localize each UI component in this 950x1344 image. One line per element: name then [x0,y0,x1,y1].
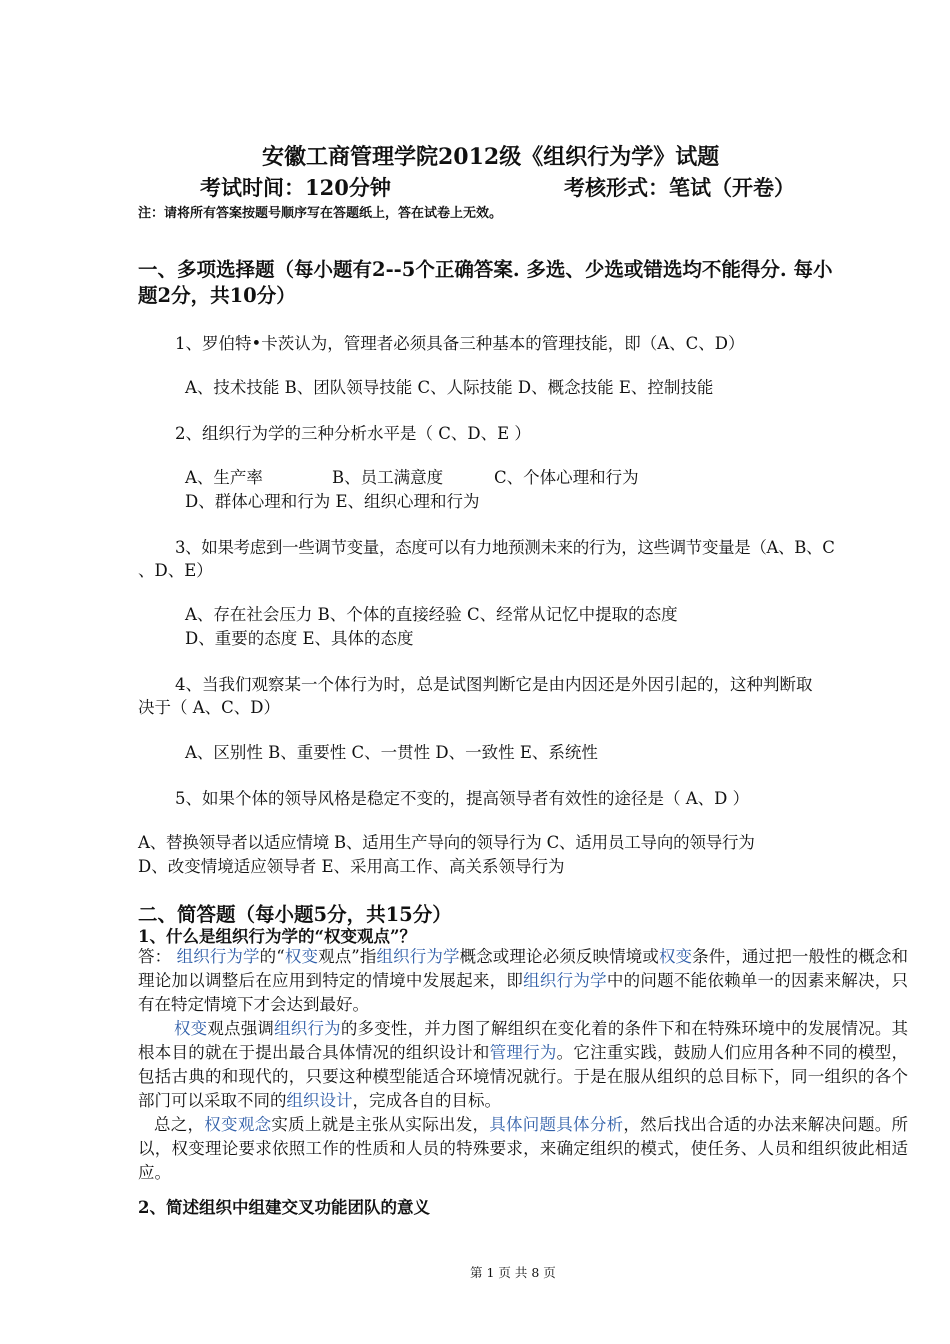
paragraph-text: 的多变性，并力图了解组织在变化着的条件下和在特殊环境中的发展情况。其根本目的就在于提出最合具体情况的组织设计和 [138,1019,909,1062]
term-link[interactable]: 组织行为学 [376,947,460,966]
paragraph-text: 观点强调 [207,1019,275,1038]
paragraph-text: 条件，通过把一般性的概念和理论加以调整后在应用到特定的情境中发展起来，即 [138,947,909,990]
term-link[interactable]: 权变 [658,947,693,966]
paragraph-text: 中的问题不能依赖单一的因素来解决，只有在特定情境下才会达到最好。 [138,971,909,1014]
term-link[interactable]: 权变观念 [204,1115,272,1134]
paragraph-text: 总之， [154,1115,205,1134]
term-link[interactable]: 组织行为 [274,1019,341,1038]
question-1-options: A、技术技能 B、团队领导技能 C、人际技能 D、概念技能 E、控制技能 [185,378,714,397]
term-link[interactable]: 具体问题具体分析 [489,1115,624,1134]
question-2-option-a: A、生产率 [185,468,263,487]
term-link[interactable]: 权变 [174,1019,208,1038]
question-5-options-line1: A、替换领导者以适应情境 B、适用生产导向的领导行为 C、适用员工导向的领导行为 [138,833,755,852]
question-3-options-line2: D、重要的态度 E、具体的态度 [185,629,414,648]
question-2-option-c: C、个体心理和行为 [494,468,639,487]
exam-note: 注：请将所有答案按题号顺序写在答题纸上，答在试卷上无效。 [138,206,503,221]
paragraph-text: 答： [138,947,177,966]
section1-heading-cont: 题2分，共10分） [138,284,296,307]
term-link[interactable]: 组织设计 [286,1091,353,1110]
answer-paragraph-1 [138,945,908,1017]
paragraph-text: 观点”指 [318,947,377,966]
section2-heading: 二、简答题（每小题5分，共15分） [138,903,452,926]
exam-title: 安徽工商管理学院2012级《组织行为学》试题 [262,144,720,170]
question-4-options: A、区别性 B、重要性 C、一贯性 D、一致性 E、系统性 [185,743,598,762]
question-3-stem: 3、如果考虑到一些调节变量，态度可以有力地预测未来的行为，这些调节变量是（A、B、C [175,538,835,557]
question-4-stem: 4、当我们观察某一个体行为时，总是试图判断它是由内因还是外因引起的，这种判断取 [175,675,813,694]
question-5-stem: 5、如果个体的领导风格是稳定不变的，提高领导者有效性的途径是（ A、D ） [175,789,750,808]
short-answer-1-title: 1、什么是组织行为学的“权变观点”？ [138,927,416,946]
question-2-options-line2: D、群体心理和行为 E、组织心理和行为 [185,492,480,511]
section1-heading: 一、多项选择题（每小题有2--5个正确答案. 多选、少选或错选均不能得分. 每小 [138,258,833,281]
question-2-stem: 2、组织行为学的三种分析水平是（ C、D、E ） [175,424,531,443]
page-footer: 第 1 页 共 8 页 [470,1265,556,1280]
paragraph-text: 的“ [259,947,285,966]
answer-paragraph-3 [138,1113,908,1185]
paragraph-text: 。它注重实践，鼓励人们应用各种不同的模型，包括古典的和现代的，只要这种模型能适合环境情况就行。于是在服从组织的总目标下，同一组织的各个部门可以采取不同的 [138,1043,909,1110]
paragraph-text: ，然后找出合适的办法来解决问题。所以，权变理论要求依照工作的性质和人员的特殊要求，来确定组织的模式，使任务、人员和组织彼此相适应。 [138,1115,909,1182]
question-3-stem-cont: 、D、E） [138,561,213,580]
paragraph-text: 概念或理论必须反映情境或 [459,947,659,966]
answer-paragraph-2 [138,1017,908,1113]
exam-time: 考试时间：120分钟 [200,175,391,200]
term-link[interactable]: 权变 [284,947,319,966]
question-2-option-b: B、员工满意度 [332,468,444,487]
term-link[interactable]: 组织行为学 [523,971,607,990]
term-link[interactable]: 组织行为学 [176,947,260,966]
question-3-options-line1: A、存在社会压力 B、个体的直接经验 C、经常从记忆中提取的态度 [185,605,678,624]
short-answer-2-title: 2、简述组织中组建交叉功能团队的意义 [138,1198,430,1217]
question-1-stem: 1、罗伯特•卡茨认为，管理者必须具备三种基本的管理技能，即（A、C、D） [175,334,745,353]
paragraph-text: 实质上就是主张从实际出发， [271,1115,490,1134]
exam-form: 考核形式：笔试（开卷） [564,175,795,200]
question-4-stem-cont: 决于（ A、C、D） [138,698,281,717]
paragraph-text: ，完成各自的目标。 [352,1091,501,1110]
question-5-options-line2: D、改变情境适应领导者 E、采用高工作、高关系领导行为 [138,857,565,876]
term-link[interactable]: 管理行为 [489,1043,557,1062]
